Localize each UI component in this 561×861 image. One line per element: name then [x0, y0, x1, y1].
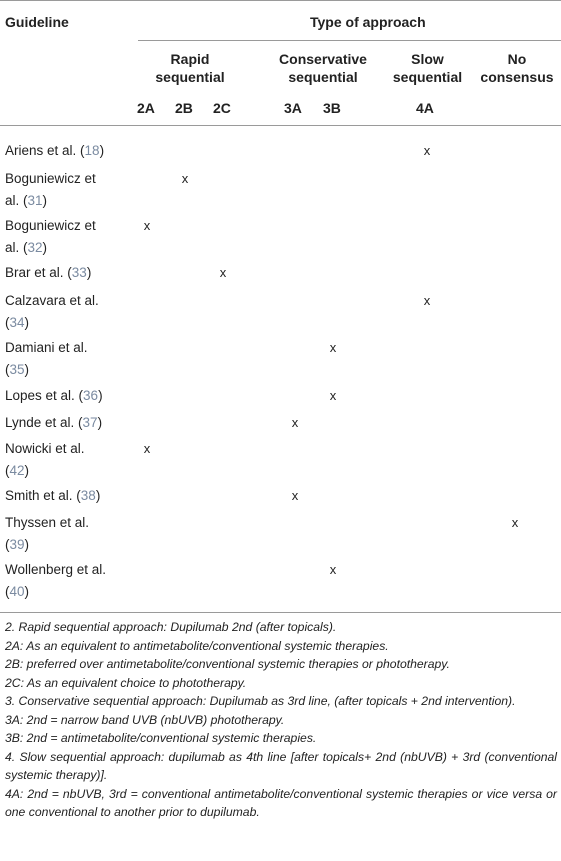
row-name-text: ): [24, 584, 30, 599]
table-footnotes: [5, 618, 557, 822]
row-name-line-2: [5, 534, 135, 556]
row-name-line-1: [5, 385, 135, 407]
row-name-text: Wollenberg et al.: [5, 562, 107, 577]
table-row-mark: x: [423, 143, 431, 158]
header-no-consensus: [477, 50, 557, 86]
subcol-3A: 3A: [284, 100, 302, 116]
table-row-mark: x: [329, 388, 337, 403]
footnote-2: 2. Rapid sequential approach: Dupilumab 2nd (after topicals).: [5, 620, 337, 634]
table-row-mark: x: [329, 562, 337, 577]
row-name-text: ): [97, 415, 103, 430]
row-name-text: ): [99, 143, 105, 158]
row-name-text: (: [5, 584, 10, 599]
subcol-4A: 4A: [416, 100, 434, 116]
reference-link[interactable]: 34: [9, 315, 25, 330]
row-name-text: (: [5, 463, 10, 478]
table-row-mark: x: [143, 218, 151, 233]
header-noconsensus-line2: consensus: [480, 69, 554, 85]
table-row-guideline: [5, 215, 135, 259]
row-name-text: al. (: [5, 193, 28, 208]
header-conservative-line1: Conservative: [279, 51, 367, 67]
header-rapid-sequential: [140, 50, 240, 86]
header-noconsensus-line1: No: [507, 51, 527, 67]
footnote-3: 3. Conservative sequential approach: Dupilumab as 3rd line, (after topicals + 2nd intervention).: [5, 694, 516, 708]
table-row-mark: x: [423, 293, 431, 308]
row-name-text: ): [86, 265, 92, 280]
row-name-text: ): [24, 537, 30, 552]
table-row-guideline: [5, 337, 135, 381]
header-bottom-rule: [0, 125, 561, 126]
reference-link[interactable]: 18: [84, 143, 100, 158]
row-name-text: (: [5, 537, 10, 552]
subcol-2A: 2A: [137, 100, 155, 116]
table-row-guideline: [5, 168, 135, 212]
table-row-mark: x: [181, 171, 189, 186]
row-name-text: Lopes et al. (: [5, 388, 84, 403]
footnote-3B: 3B: 2nd = antimetabolite/conventional systemic therapies.: [5, 731, 317, 745]
row-name-line-1: [5, 140, 135, 162]
row-name-line-1: [5, 412, 135, 434]
table-row-guideline: [5, 438, 135, 482]
reference-link[interactable]: 35: [9, 362, 25, 377]
row-name-line-2: [5, 312, 135, 334]
body-bottom-rule: [0, 612, 561, 613]
subcol-2B: 2B: [175, 100, 193, 116]
row-name-text: ): [98, 388, 103, 403]
row-name-line-2: [5, 581, 135, 603]
reference-link[interactable]: 32: [27, 240, 43, 255]
header-guideline: Guideline: [5, 14, 69, 30]
table-row-mark: x: [329, 340, 337, 355]
table-row-guideline: [5, 485, 135, 507]
footnote-2C: 2C: As an equivalent choice to phototherapy.: [5, 675, 247, 690]
header-slow-sequential: [390, 50, 465, 86]
row-name-text: (: [5, 315, 10, 330]
row-name-text: Boguniewicz et: [5, 218, 96, 233]
footnote-3A: 3A: 2nd = narrow band UVB (nbUVB) phototherapy.: [5, 712, 285, 727]
row-name-text: ): [24, 315, 30, 330]
table-row-mark: x: [143, 441, 151, 456]
row-name-text: Brar et al. (: [5, 265, 72, 280]
row-name-line-1: [5, 168, 135, 190]
row-name-text: ): [42, 193, 48, 208]
table-row-mark: x: [511, 515, 519, 530]
header-slow-line2: sequential: [392, 69, 463, 85]
row-name-text: Nowicki et al.: [5, 441, 85, 456]
header-rapid-line2: sequential: [155, 69, 225, 85]
table-row-mark: x: [219, 265, 227, 280]
header-slow-line1: Slow: [411, 51, 444, 67]
row-name-line-1: [5, 290, 135, 312]
row-name-text: Calzavara et al.: [5, 293, 99, 308]
row-name-line-1: [5, 438, 135, 460]
header-conservative-line2: sequential: [288, 69, 358, 85]
footnote-2A: 2A: As an equivalent to antimetabolite/conventional systemic therapies.: [5, 638, 389, 653]
table-row-guideline: [5, 262, 135, 284]
table-row-guideline: [5, 512, 135, 556]
row-name-line-2: [5, 359, 135, 381]
table-row-guideline: [5, 412, 135, 434]
row-name-line-2: [5, 460, 135, 482]
row-name-text: ): [24, 463, 30, 478]
reference-link[interactable]: 37: [82, 415, 98, 430]
table-row-guideline: [5, 385, 135, 407]
row-name-line-1: [5, 559, 135, 581]
reference-link[interactable]: 31: [27, 193, 43, 208]
row-name-text: Thyssen et al.: [5, 515, 90, 530]
row-name-line-1: [5, 485, 135, 507]
row-name-line-1: [5, 512, 135, 534]
header-approach-rule: [138, 40, 561, 41]
row-name-line-1: [5, 262, 135, 284]
row-name-text: ): [42, 240, 48, 255]
reference-link[interactable]: 38: [80, 488, 96, 503]
table-row-guideline: [5, 140, 135, 162]
row-name-line-2: [5, 190, 135, 212]
reference-link[interactable]: 40: [9, 584, 25, 599]
row-name-text: al. (: [5, 240, 28, 255]
row-name-text: Ariens et al. (: [5, 143, 85, 158]
row-name-line-1: [5, 215, 135, 237]
subcol-3B: 3B: [323, 100, 341, 116]
row-name-text: (: [5, 362, 10, 377]
row-name-text: Lynde et al. (: [5, 415, 83, 430]
header-type-of-approach: Type of approach: [310, 14, 426, 30]
header-rapid-line1: Rapid: [170, 51, 210, 67]
reference-link[interactable]: 36: [83, 388, 99, 403]
table-row-mark: x: [291, 488, 299, 503]
footnote-4A: 4A: 2nd = nbUVB, 3rd = conventional antimetabolite/conventional systemic therapies or vice versa or one conventional to another prior to dupilumab.: [5, 786, 557, 819]
row-name-text: Boguniewicz et: [5, 171, 96, 186]
row-name-text: Damiani et al.: [5, 340, 88, 355]
table-row-guideline: [5, 290, 135, 334]
row-name-text: ): [95, 488, 101, 503]
reference-link[interactable]: 42: [9, 463, 25, 478]
table-row-guideline: [5, 559, 135, 603]
row-name-text: Smith et al. (: [5, 488, 81, 503]
top-rule: [0, 0, 561, 1]
footnote-4: 4. Slow sequential approach: dupilumab as 4th line [after topicals+ 2nd (nbUVB) + 3rd (conventional systemic therapy)].: [5, 749, 557, 782]
row-name-line-1: [5, 337, 135, 359]
footnote-2B: 2B: preferred over antimetabolite/conventional systemic therapies or phototherapy.: [5, 657, 450, 671]
header-conservative-sequential: [268, 50, 378, 86]
table-row-mark: x: [291, 415, 299, 430]
row-name-text: ): [24, 362, 30, 377]
reference-link[interactable]: 33: [71, 265, 87, 280]
subcol-2C: 2C: [213, 100, 231, 116]
reference-link[interactable]: 39: [9, 537, 25, 552]
row-name-line-2: [5, 237, 135, 259]
